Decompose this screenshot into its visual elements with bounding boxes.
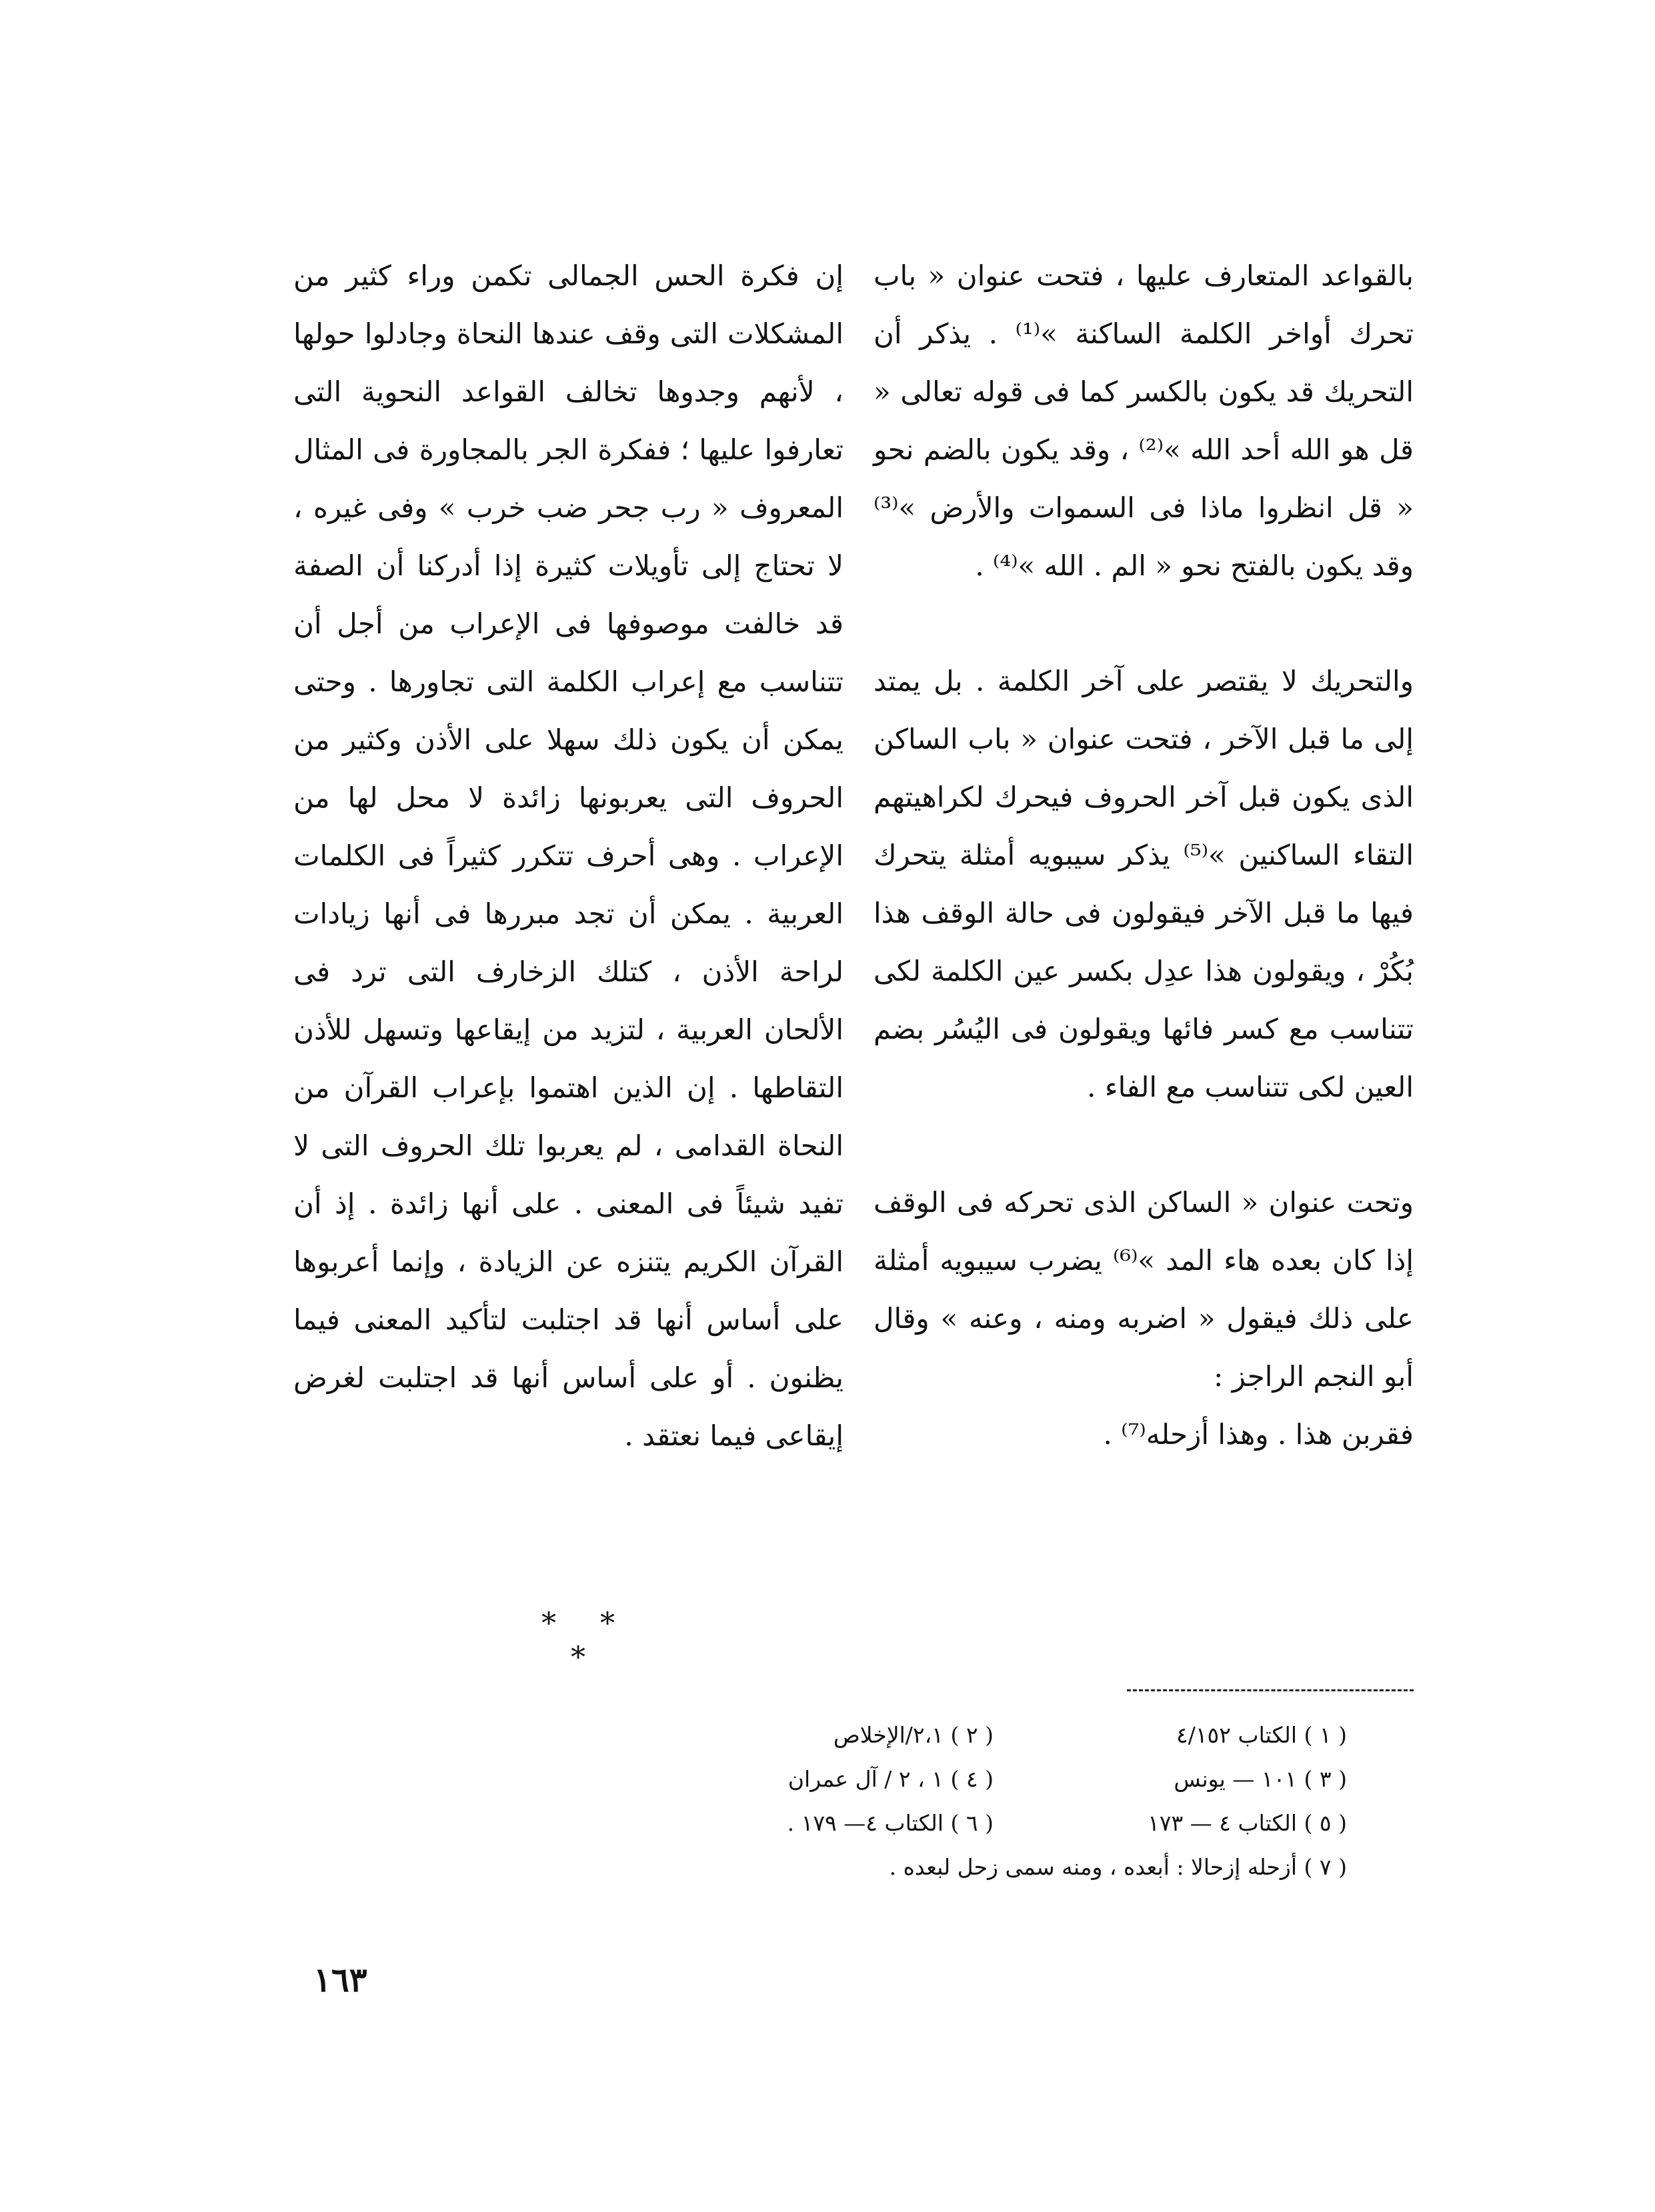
right-paragraph-3: وتحت عنوان « الساكن الذى تحركه فى الوقف إذا كان بعده هاء المد »⁽⁶⁾ يضرب سيبويه أمثلة على ذلك فيقول « اضربه ومنه ، وعنه » وقال أبو النجم الراجز :	[874, 1186, 1414, 1393]
footnote-row	[640, 1757, 1347, 1801]
paragraph-gap	[874, 1116, 1414, 1173]
page-number: ١٦٣	[313, 1960, 367, 1999]
paragraph-gap	[874, 595, 1414, 652]
right-text-column	[874, 247, 1414, 1463]
section-separator: * * *	[541, 1607, 632, 1675]
footnote-divider	[1127, 1689, 1414, 1691]
poetry-verse: فقربن هذا . وهذا أزحله⁽⁷⁾ .	[1103, 1418, 1414, 1451]
footnotes	[640, 1713, 1347, 1889]
footnote-row	[640, 1713, 1347, 1757]
footnote-1: ( ١ ) الكتاب ٤/١٥٢	[1176, 1722, 1347, 1748]
right-paragraph-1: بالقواعد المتعارف عليها ، فتحت عنوان « باب تحرك أواخر الكلمة الساكنة »⁽¹⁾ . يذكر أن التحريك قد يكون بالكسر كما فى قوله تعالى « قل هو الله أحد الله »⁽²⁾ ، وقد يكون بالضم نحو « قل انظروا ماذا فى السموات والأرض »⁽³⁾ وقد يكون بالفتح نحو « الم . الله »⁽⁴⁾ .	[874, 259, 1414, 582]
footnote-3: ( ٣ ) ١٠١ — يونس	[1174, 1766, 1347, 1792]
footnote-6: ( ٦ ) الكتاب ٤— ١٧٩ .	[787, 1810, 994, 1836]
footnote-5: ( ٥ ) الكتاب ٤ — ١٧٣	[1148, 1810, 1347, 1836]
footnote-4: ( ٤ ) ١ ، ٢ / آل عمران	[787, 1766, 994, 1792]
left-text-column	[293, 247, 844, 1465]
footnote-row	[640, 1801, 1347, 1845]
right-paragraph-2: والتحريك لا يقتصر على آخر الكلمة . بل يمتد إلى ما قبل الآخر ، فتحت عنوان « باب الساكن الذى يكون قبل آخر الحروف فيحرك لكراهيتهم التقاء الساكنين »⁽⁵⁾ يذكر سيبويه أمثلة يتحرك فيها ما قبل الآخر فيقولون فى حالة الوقف هذا بُكُرْ ، ويقولون هذا عدِل بكسر عين الكلمة لكى تتناسب مع كسر فائها ويقولون فى اليُسُر بضم العين لكى تتناسب مع الفاء .	[874, 665, 1414, 1103]
left-paragraph-1: إن فكرة الحس الجمالى تكمن وراء كثير من المشكلات التى وقف عندها النحاة وجادلوا حولها ، لأنهم وجدوها تخالف القواعد النحوية التى تعارفوا عليها ؛ ففكرة الجر بالمجاورة فى المثال المعروف « رب جحر ضب خرب » وفى غيره ، لا تحتاج إلى تأويلات كثيرة إذا أدركنا أن الصفة قد خالفت موصوفها فى الإعراب من أجل أن تتناسب مع إعراب الكلمة التى تجاورها . وحتى يمكن أن يكون ذلك سهلا على الأذن وكثير من الحروف التى يعربونها زائدة لا محل لها من الإعراب . وهى أحرف تتكرر كثيراً فى الكلمات العربية . يمكن أن تجد مبررها فى أنها زيادات لراحة الأذن ، كتلك الزخارف التى ترد فى الألحان العربية ، لتزيد من إيقاعها وتسهل للأذن التقاطها . إن الذين اهتموا بإعراب القرآن من النحاة القدامى ، لم يعربوا تلك الحروف التى لا تفيد شيئاً فى المعنى . على أنها زائدة . إذ أن القرآن الكريم يتنزه عن الزيادة ، وإنما أعربوها على أساس أنها قد اجتلبت لتأكيد المعنى فيما يظنون . أو على أساس أنها قد اجتلبت لغرض إيقاعى فيما نعتقد .	[293, 259, 844, 1452]
footnote-7: ( ٧ ) أزحله إزحالا : أبعده ، ومنه سمى زحل لبعده .	[889, 1854, 1347, 1880]
footnote-2: ( ٢ ) ٢،١/الإخلاص	[833, 1722, 994, 1748]
